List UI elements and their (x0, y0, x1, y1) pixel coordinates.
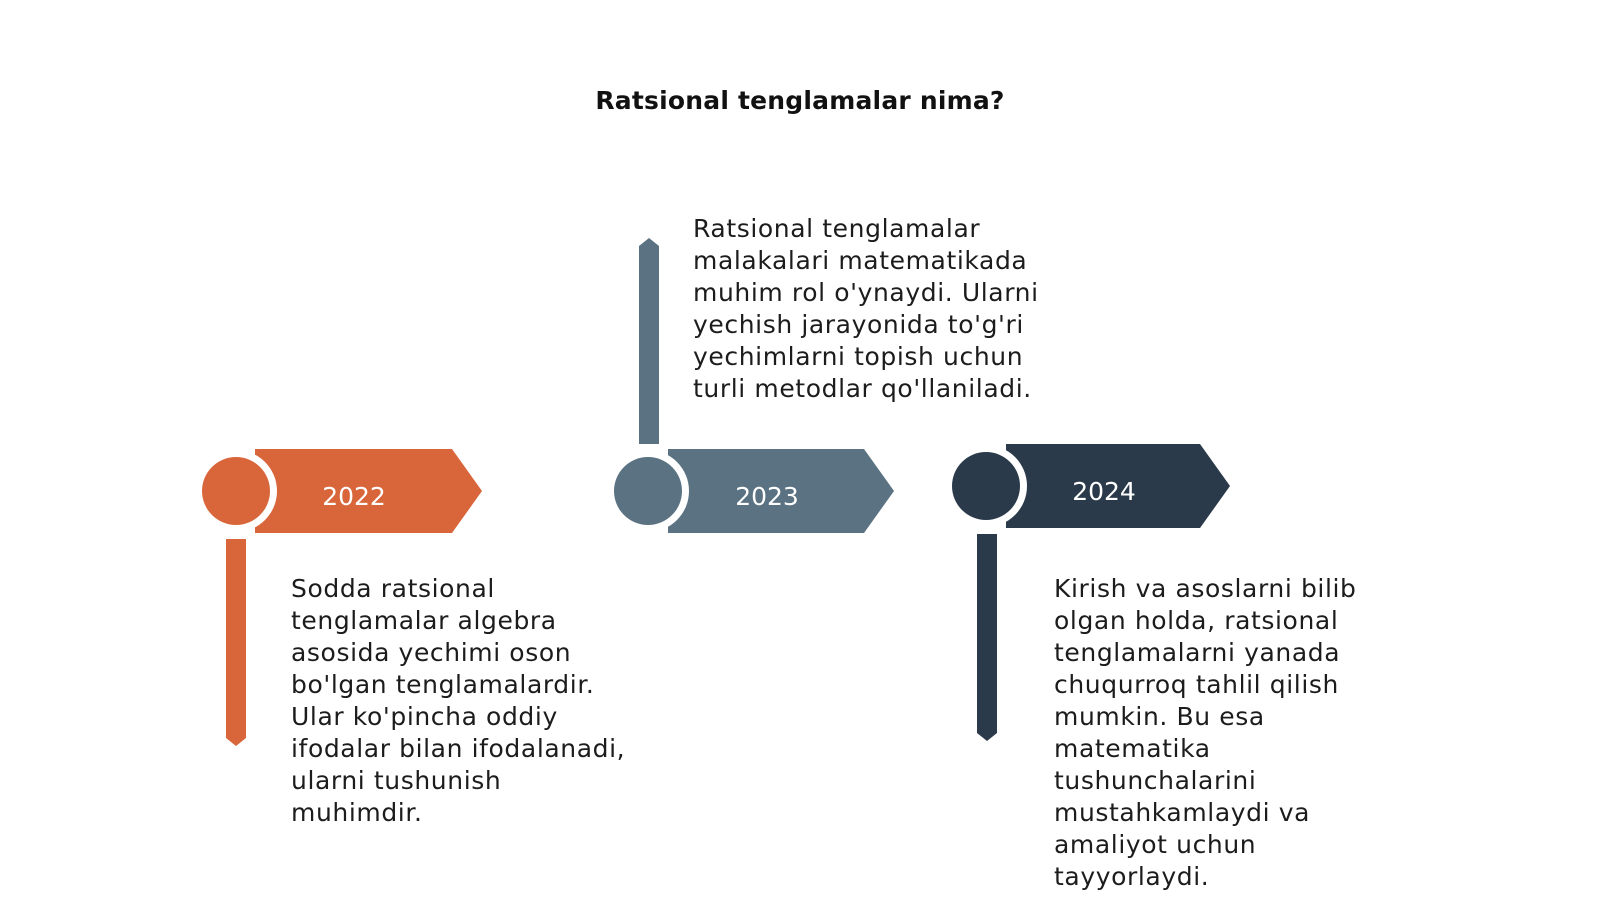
description-2024: Kirish va asoslarni bilib olgan holda, ratsional tenglamalarni yanada chuqurroq tahlil qilish mumkin. Bu esa matematika tushunchalarini mustahkamlaydi va amaliyot uchun tayyorlaydi. (1054, 574, 1357, 891)
timeline-node-2022 (202, 457, 270, 525)
timeline-node-2024 (952, 452, 1020, 520)
timeline-node-2023 (614, 457, 682, 525)
year-label-2022: 2022 (322, 482, 386, 511)
connector-stem-2024 (977, 534, 997, 741)
page-title: Ratsional tenglamalar nima? (595, 86, 1005, 115)
year-label-2023: 2023 (735, 482, 799, 511)
connector-stem-2023 (639, 238, 659, 444)
description-2023: Ratsional tenglamalar malakalari matematikada muhim rol o'ynaydi. Ularni yechish jarayonida to'g'ri yechimlarni topish uchun turli metodlar qo'llaniladi. (693, 214, 1039, 403)
year-label-2024: 2024 (1072, 477, 1136, 506)
description-2022: Sodda ratsional tenglamalar algebra asosida yechimi oson bo'lgan tenglamalardir. Ular ko'pincha oddiy ifodalar bilan ifodalanadi, ularni tushunish muhimdir. (291, 574, 626, 827)
connector-stem-2022 (226, 539, 246, 746)
